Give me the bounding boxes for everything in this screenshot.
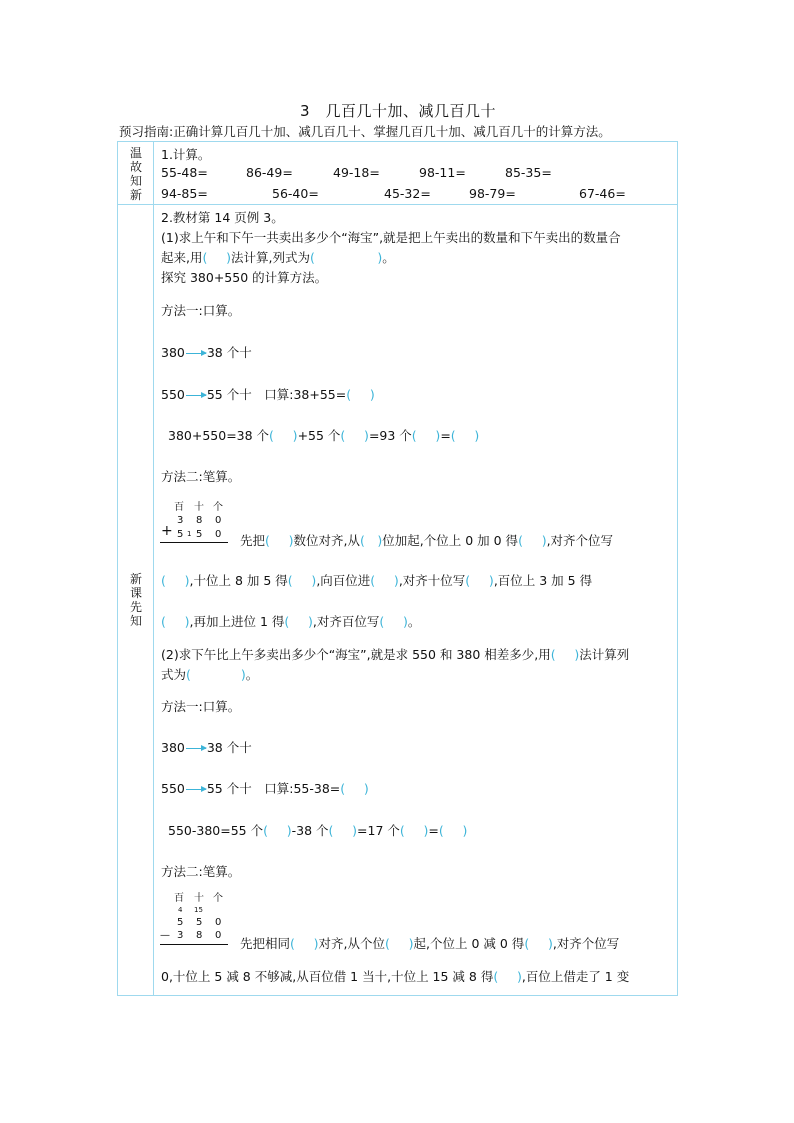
- equation-row: 380+550=38 个( )+55 个( )=93 个( )=( ): [168, 428, 480, 443]
- method-heading: 方法二:笔算。: [161, 864, 241, 879]
- arrow-icon: [186, 395, 206, 396]
- calc-item: 67-46=: [579, 186, 626, 201]
- question-2-line2: 式为( )。: [161, 667, 259, 682]
- vertical-addition-rule: [160, 542, 228, 543]
- addition-steps-line2: ( ),十位上 8 加 5 得( ),向百位进( ),对齐十位写( ),百位上 3 加 5 得: [161, 573, 593, 588]
- section1-heading: 1.计算。: [161, 147, 211, 162]
- calc-item: 86-49=: [246, 165, 293, 180]
- section2-heading: 2.教材第 14 页例 3。: [161, 210, 284, 225]
- arrow-icon: [186, 789, 206, 790]
- calc-item: 98-79=: [469, 186, 516, 201]
- arrow-icon: [186, 353, 206, 354]
- calc-item: 56-40=: [272, 186, 319, 201]
- arrow-row: 550 55 个十 口算:55-38=( ): [161, 781, 369, 796]
- question-1-line2: 起来,用( )法计算,列式为( )。: [161, 250, 395, 265]
- arrow-row: 380 38 个十: [161, 345, 252, 360]
- question-2-line1: (2)求下午比上午多卖出多少个“海宝”,就是求 550 和 380 相差多少,用( )法计算列: [161, 647, 630, 662]
- calc-item: 45-32=: [384, 186, 431, 201]
- explore-text: 探究 380+550 的计算方法。: [161, 270, 328, 285]
- calc-item: 55-48=: [161, 165, 208, 180]
- calc-item: 98-11=: [419, 165, 466, 180]
- table-column-divider: [153, 141, 154, 996]
- arrow-icon: [186, 748, 206, 749]
- calc-item: 94-85=: [161, 186, 208, 201]
- arrow-row: 550 55 个十 口算:38+55=( ): [161, 387, 375, 402]
- arrow-row: 380 38 个十: [161, 740, 252, 755]
- equation-row: 550-380=55 个( )-38 个( )=17 个( )=( ): [168, 823, 468, 838]
- addition-steps-line3: ( ),再加上进位 1 得( ),对齐百位写( )。: [161, 614, 421, 629]
- calc-item: 85-35=: [505, 165, 552, 180]
- addition-steps-line1: 先把( )数位对齐,从( )位加起,个位上 0 加 0 得( ),对齐个位写: [240, 533, 614, 548]
- page-title: 3 几百几十加、减几百几十: [300, 102, 497, 120]
- subtraction-steps-line1: 先把相同( )对齐,从个位( )起,个位上 0 减 0 得( ),对齐个位写: [240, 936, 620, 951]
- method-heading: 方法一:口算。: [161, 303, 241, 318]
- calc-item: 49-18=: [333, 165, 380, 180]
- table-row-divider: [117, 204, 678, 205]
- preview-guide: 预习指南:正确计算几百几十加、减几百几十、掌握几百几十加、减几百几十的计算方法。: [119, 124, 611, 139]
- question-1-line1: (1)求上午和下午一共卖出多少个“海宝”,就是把上午卖出的数量和下午卖出的数量合: [161, 230, 621, 245]
- vertical-subtraction-rule: [160, 944, 228, 945]
- subtraction-steps-line2: 0,十位上 5 减 8 不够减,从百位借 1 当十,十位上 15 减 8 得( ),百位上借走了 1 变: [161, 969, 630, 984]
- side-label-review: 温 故 知 新: [129, 146, 142, 202]
- method-heading: 方法二:笔算。: [161, 469, 241, 484]
- side-label-new-lesson: 新 课 先 知: [129, 572, 142, 628]
- method-heading: 方法一:口算。: [161, 699, 241, 714]
